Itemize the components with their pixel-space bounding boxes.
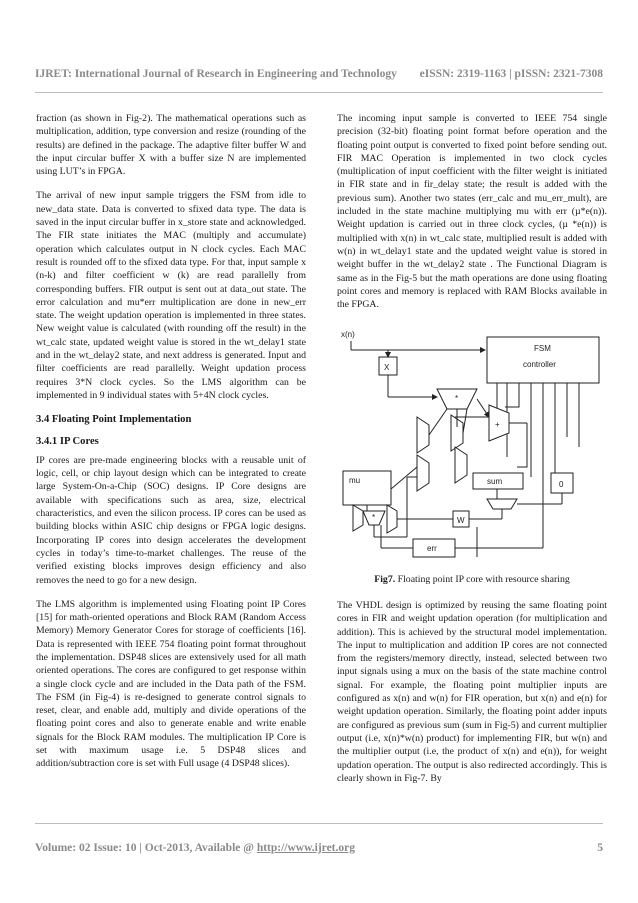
left-paragraph-1-text: fraction (as shown in Fig-2). The mathematical operations such as multiplication, addition, type conversion and resize (rounding of the results) are defined in the package. The adaptive filter buffer W and the input circular buffer X with a buffer size N are implemented using LUT’s in FPGA.: [36, 113, 306, 178]
sum-label: sum: [487, 477, 503, 486]
block-diagram-svg: [337, 327, 607, 577]
page-number: 5: [597, 842, 603, 854]
bottom-mux-left: [353, 505, 363, 531]
figure-caption: [337, 574, 607, 585]
mux-top-left: [417, 417, 429, 453]
controller-label: controller: [523, 360, 556, 369]
mu-label: mu: [349, 476, 361, 485]
figure-7-diagram: [337, 327, 607, 577]
adder-label: +: [495, 420, 500, 429]
w-label: W: [457, 516, 465, 525]
footer-rule: [35, 823, 603, 824]
left-paragraph-4-text: The LMS algorithm is implemented using Floating point IP Cores [15] for math-oriented operations and Block RAM (Random Access Memory) Memory Generator Cores for storage of coefficients [16]. Data is represented with IEEE 754 floating point format throughout the implementation. DSP48 slices are extensively used for all math oriented operations. The cores are configured to get response within a single clock cycle and are included in the Data path of the FSM. The FSM (in Fig-4) is re-designed to generate control signals to reset, clear, and enable add, multiply and divide operations of the floating point cores and also to generate enable and write enable signals for the Block RAM modules. The multiplication IP Core is set with maximum usage i.e. 5 DSP48 slices and addition/subtraction core is set with Full usage (4 DSP48 slices).: [36, 598, 306, 770]
running-footer: [35, 842, 603, 854]
mux-mid-left: [417, 455, 429, 491]
bottom-mux-right: [387, 505, 397, 533]
left-column: [36, 112, 306, 782]
figure-caption-text: Floating point IP core with resource sharing: [395, 574, 570, 585]
left-paragraph-3: [36, 454, 306, 587]
x-label: X: [384, 363, 390, 372]
sum-mux: [487, 499, 517, 509]
right-column-top: [337, 112, 607, 322]
bottom-mult-label: *: [372, 513, 376, 522]
right-paragraph-1: [337, 112, 607, 311]
running-header: [35, 66, 603, 88]
figure-caption-number: Fig7.: [374, 574, 396, 585]
header-rule: [35, 92, 603, 93]
zero-label: 0: [559, 480, 564, 489]
footer-volume: Volume: 02 Issue: 10 | Oct-2013, Available @: [35, 842, 257, 854]
err-label: err: [427, 544, 437, 553]
left-paragraph-4: [36, 598, 306, 771]
issn-text: eISSN: 2319-1163 | pISSN: 2321-7308: [419, 68, 603, 80]
mux-mid-right: [455, 447, 467, 483]
right-paragraph-1-text: The incoming input sample is converted to IEEE 754 single precision (32-bit) floating point format before operation and the floating point output is converted to fixed point before sending out. FIR MAC Operation is implemented in two clock cycles (multiplication of input coefficient with the filter weight is initiated in FIR state and in fir_delay state; the result is added with the previous sum). Another two states (err_calc and mu_err_mult), are included in the state machine multiplying mu with err (µ*e(n)). Weight updation is carried out in three clock cycles, (µ *e(n)) is multiplied with x(n) in wt_calc state, multiplied result is added with w(n) in wt_delay1 state and the updated weight value is stored in weight buffer in the wt_delay2 state . The Functional Diagram is same as in the Fig-5 but the math operations are done using floating point cores and memory is replaced with RAM Blocks available in the FPGA.: [337, 113, 607, 311]
multiplier-label: *: [455, 394, 459, 403]
footer-link[interactable]: http://www.ijret.org: [256, 842, 355, 854]
fsm-label: FSM: [534, 344, 551, 353]
right-column-bottom: [337, 599, 607, 796]
journal-title: IJRET: International Journal of Research in Engineering and Technology: [35, 68, 397, 80]
left-paragraph-2: [36, 189, 306, 402]
section-heading: 3.4 Floating Point Implementation: [36, 414, 192, 426]
subsection-heading: 3.4.1 IP Cores: [36, 435, 99, 447]
left-paragraph-3-text: IP cores are pre-made engineering blocks with a reusable unit of logic, cell, or chip layout design which can be integrated to create large System-On-a-Chip (SOC) designs. IP Core designs are available with specifications such as area, size, electrical characteristics, and even the silicon process. IP cores can be used as building blocks within ASIC chip designs or FPGA logic designs. Incorporating IP cores into design accelerates the development cycles in today’s time-to-market challenges. The reuse of the verified existing blocks improves design efficiency and also removes the need to go for a new design.: [36, 454, 306, 586]
right-paragraph-2-text: The VHDL design is optimized by reusing the same floating point cores in FIR and weight updation operation (for multiplication and addition). This is achieved by the structural model implementation. The input to multiplication and addition IP cores are not connected from the registers/memory directly, instead, selected between two input signals using a mux on the basis of the state machine control signal. For example, the floating point multiplier inputs are configured as x(n) and w(n) for FIR operation, but x(n) and e(n) for weight updation operation. Similarly, the floating point adder inputs are configured as previous sum (sum in Fig-5) and current multiplier output (i.e, x(n)*w(n) product) for implementing FIR, but w(n) and the multiplier output (i.e, the product of x(n) and e(n)), for weight updation operation. The output is also redirected accordingly. This is clearly shown in Fig-7. By: [337, 600, 607, 784]
xn-label: x(n): [341, 330, 355, 339]
left-paragraph-1: [36, 112, 306, 178]
left-paragraph-2-text: The arrival of new input sample triggers the FSM from idle to new_data state. Data is converted to sfixed data type. The data is saved in the input circular buffer in x_store state and acknowledged. The FIR state initiates the MAC (multiply and accumulate) operation which calculates output in N clock cycles. Each MAC result is rounded off to the sfixed data type. For that, input sample x (n-k) and filter coefficient w (k) are read parallelly from corresponding buffers. FIR output is sent out at data_out state. The error calculation and mu*err multiplication are done in new_err state. The weight updation operation is implemented in three states. New weight value is calculated (with rounding off the result) in the wt_calc state, updated weight value is stored in the wt_delay1 state and in the wt_delay2 state, and next address is generated. Input and filter coefficients are read parallelly. Weight updation process requires 3*N clock cycles. So the LMS algorithm can be implemented in 9 individual states with 5+4N clock cycles.: [36, 190, 306, 401]
right-paragraph-2: [337, 599, 607, 785]
